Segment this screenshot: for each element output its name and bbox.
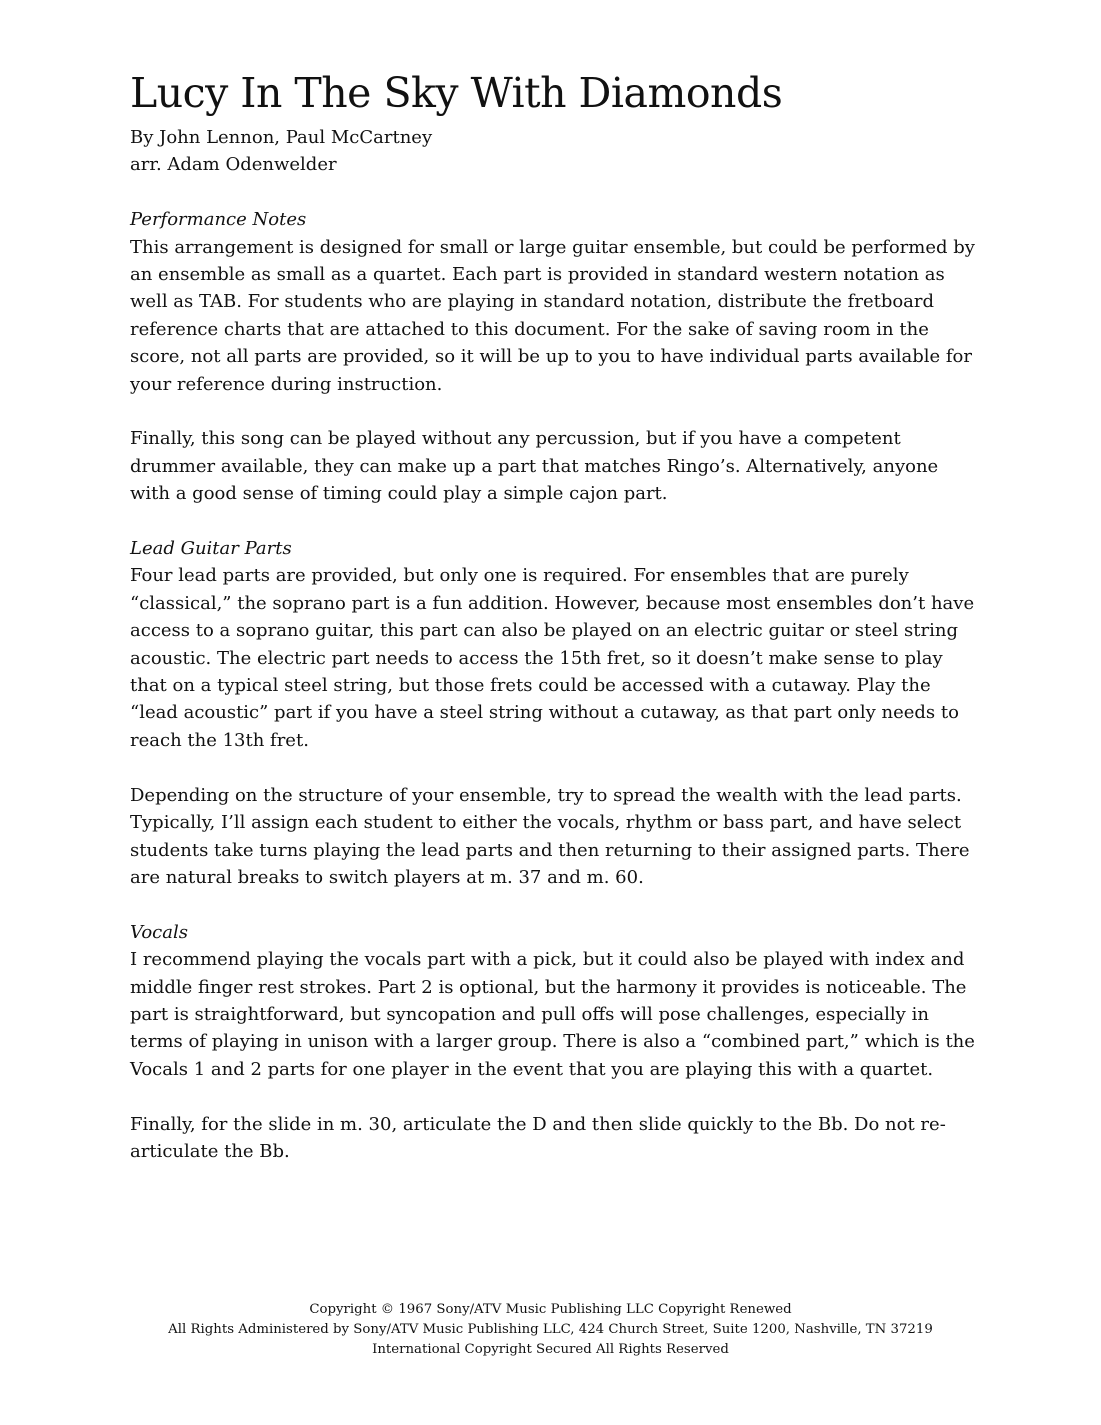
section-heading: Performance Notes xyxy=(130,209,307,231)
document-page xyxy=(130,68,980,1165)
copyright-line: Copyright © 1967 Sony/ATV Music Publishing LLC Copyright Renewed xyxy=(309,1302,792,1317)
performance-notes-section xyxy=(130,206,980,507)
rights-reserved-line: International Copyright Secured All Rights Reserved xyxy=(372,1342,729,1357)
song-title: Lucy In The Sky With Diamonds xyxy=(130,69,783,117)
paragraph: Depending on the structure of your ensemble, try to spread the wealth with the lead parts. Typically, I’ll assign each student to either the vocals, rhythm or bass part, and have select students take turns playing the lead parts and then returning to their assigned parts. There are natural breaks to switch players at m. 37 and m. 60. xyxy=(130,784,970,888)
paragraph: Finally, this song can be played without any percussion, but if you have a competent drummer available, they can make up a part that matches Ringo’s. Alternatively, anyone with a good sense of timing could play a simple cajon part. xyxy=(130,428,939,505)
section-heading: Vocals xyxy=(130,921,188,943)
copyright-footer xyxy=(0,1300,1101,1360)
song-authors: By John Lennon, Paul McCartney xyxy=(130,127,433,148)
paragraph: I recommend playing the vocals part with a pick, but it could also be played with index and middle finger rest strokes. Part 2 is optional, but the harmony it provides is noticeable. The part is straightforward, but syncopation and pull offs will pose challenges, especially in terms of playing in unison with a larger group. There is also a “combined part,” which is the Vocals 1 and 2 parts for one player in the event that you are playing this with a quartet. xyxy=(130,949,975,1080)
vocals-section xyxy=(130,919,980,1166)
song-arranger: arr. Adam Odenwelder xyxy=(130,154,337,176)
section-heading: Lead Guitar Parts xyxy=(130,538,292,560)
paragraph: This arrangement is designed for small or large guitar ensemble, but could be performed by an ensemble as small as a quartet. Each part is provided in standard western notation as well as TAB. For students who are playing in standard notation, distribute the fretboard reference charts that are attached to this document. For the sake of saving room in the score, not all parts are provided, so it will be up to you to have individual parts available for your reference during instruction. xyxy=(130,236,975,395)
paragraph: Finally, for the slide in m. 30, articulate the D and then slide quickly to the Bb. Do not re-articulate the Bb. xyxy=(130,1113,946,1162)
rights-administration-line: All Rights Administered by Sony/ATV Music Publishing LLC, 424 Church Street, Suite 1200, Nashville, TN 37219 xyxy=(168,1322,933,1337)
paragraph: Four lead parts are provided, but only one is required. For ensembles that are purely “classical,” the soprano part is a fun addition. However, because most ensembles don’t have access to a soprano guitar, this part can also be played on an electric guitar or steel string acoustic. The electric part needs to access the 15th fret, so it doesn’t make sense to play that on a typical steel string, but those frets could be accessed with a cutaway. Play the “lead acoustic” part if you have a steel string without a cutaway, as that part only needs to reach the 13th fret. xyxy=(130,565,975,751)
lead-guitar-parts-section xyxy=(130,535,980,891)
